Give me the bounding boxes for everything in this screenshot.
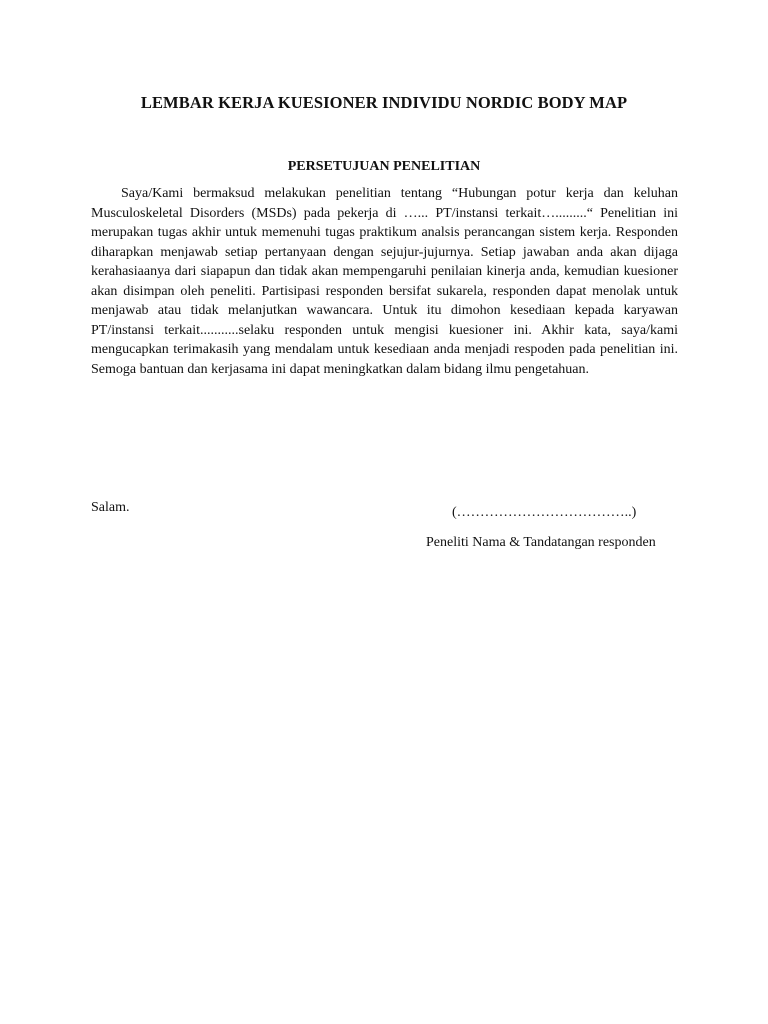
consent-paragraph: Saya/Kami bermaksud melakukan penelitian tentang “Hubungan potur kerja dan keluhan Musculoskeletal Disorders (MSDs) pada pekerja di …... PT/instansi terkait….........“ Penelitian ini merupakan tugas akhir untuk memenuhi tugas praktikum analsis perancangan sistem kerja. Responden diharapkan menjawab setiap pertanyaan dengan sejujur-jujurnya. Setiap jawaban anda akan dijaga kerahasiaanya dari siapapun dan tidak akan mempengaruhi penilaian kinerja anda, kemudian kuesioner akan disimpan oleh peneliti. Partisipasi responden bersifat sukarela, responden dapat menolak untuk menjawab atau tidak melanjutkan wawancara. Untuk itu dimohon kesediaan kepada karyawan PT/instansi terkait...........selaku responden untuk mengisi kuesioner ini. Akhir kata, saya/kami mengucapkan terimakasih yang mendalam untuk kesediaan anda menjadi respoden pada penelitian ini. Semoga bantuan dan kerjasama ini dapat meningkatkan dalam bidang ilmu pengetahuan.: [91, 186, 678, 377]
document-title: LEMBAR KERJA KUESIONER INDIVIDU NORDIC BODY MAP: [140, 93, 628, 112]
signature-line: (………………………………..): [452, 505, 637, 520]
closing-greeting: Salam.: [91, 500, 130, 515]
section-title: PERSETUJUAN PENELITIAN: [287, 159, 481, 174]
signature-caption: Peneliti Nama & Tandatangan responden: [426, 535, 656, 550]
